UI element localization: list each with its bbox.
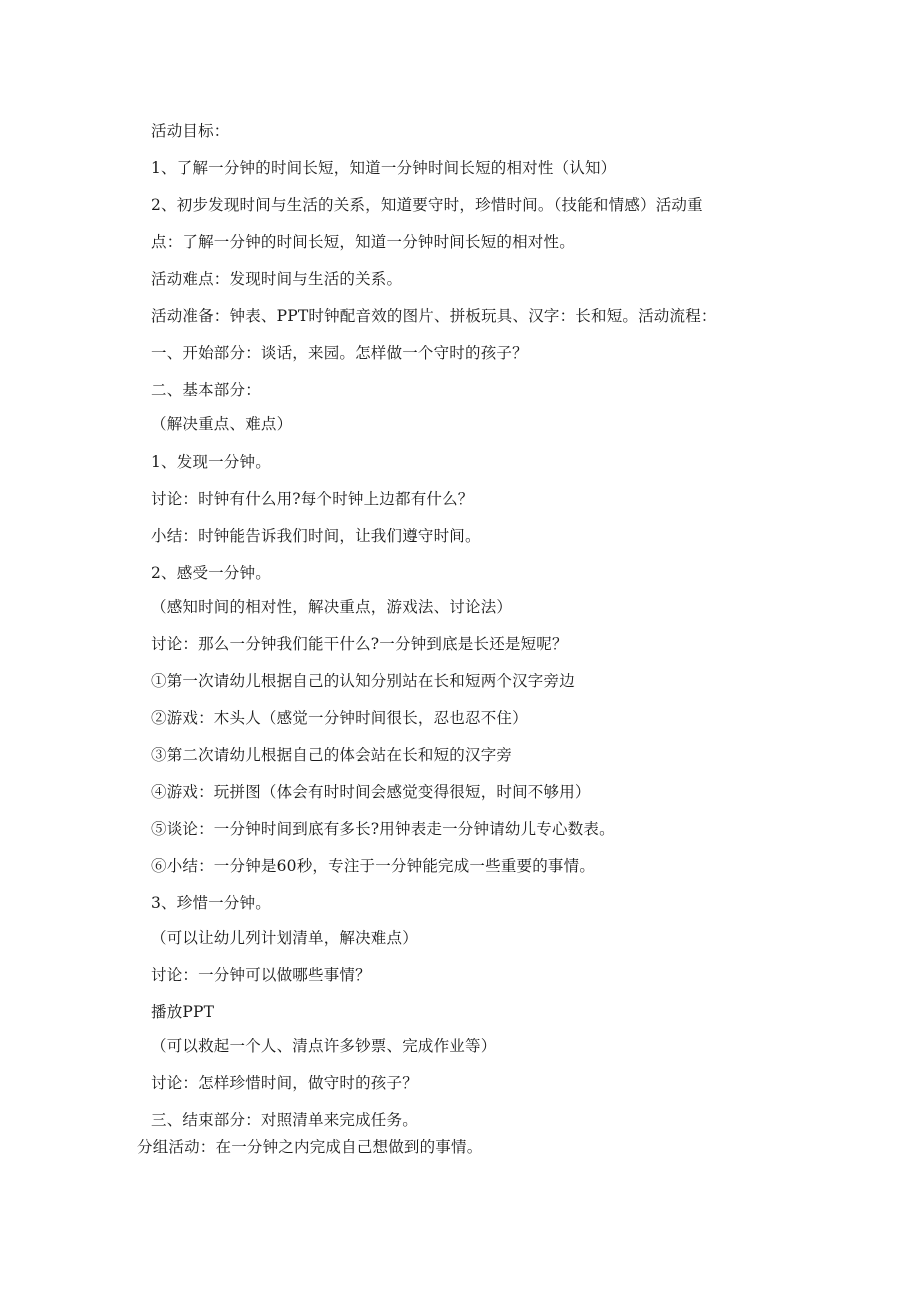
preparation-line: 活动准备：钟表、PPT时钟配音效的图片、拼板玩具、汉字：长和短。活动流程： [151,307,717,325]
step-2-item-2: ②游戏：木头人（感觉一分钟时间很长，忍也忍不住） [151,709,528,727]
step-2-item-5: ⑤谈论：一分钟时间到底有多长?用钟表走一分钟请幼儿专心数表。 [151,820,615,838]
difficulty-line: 活动难点：发现时间与生活的关系。 [151,270,403,288]
step-2-note: （感知时间的相对性，解决重点，游戏法、讨论法） [151,598,513,616]
step-2-item-1: ①第一次请幼儿根据自己的认知分别站在长和短两个汉字旁边 [151,672,575,690]
step-3-note: （可以让幼儿列计划清单，解决难点） [151,929,418,947]
part-one-heading: 一、开始部分：谈话，来园。怎样做一个守时的孩子？ [151,344,528,362]
step-3-examples: （可以救起一个人、清点许多钞票、完成作业等） [151,1037,497,1055]
goal-item-1: 1、了解一分钟的时间长短，知道一分钟时间长短的相对性（认知） [151,159,617,177]
step-2-discussion: 讨论：那么一分钟我们能干什么?一分钟到底是长还是短呢？ [151,635,568,653]
step-2-heading: 2、感受一分钟。 [151,564,271,582]
step-1-discussion: 讨论：时钟有什么用?每个时钟上边都有什么？ [151,490,474,508]
step-3-heading: 3、珍惜一分钟。 [151,894,271,912]
goal-item-2: 2、初步发现时间与生活的关系，知道要守时，珍惜时间。（技能和情感）活动重 [151,196,703,214]
group-activity-line: 分组活动：在一分钟之内完成自己想做到的事情。 [137,1138,483,1156]
step-2-item-6: ⑥小结：一分钟是60秒，专注于一分钟能完成一些重要的事情。 [151,857,596,875]
part-two-heading: 二、基本部分： [151,381,261,399]
play-ppt-line: 播放PPT [151,1003,215,1021]
step-2-item-3: ③第二次请幼儿根据自己的体会站在长和短的汉字旁 [151,746,513,764]
part-two-note: （解决重点、难点） [151,415,293,433]
section-heading-goals: 活动目标： [151,122,230,140]
step-3-discussion-2: 讨论：怎样珍惜时间，做守时的孩子？ [151,1074,418,1092]
step-2-item-4: ④游戏：玩拼图（体会有时时间会感觉变得很短，时间不够用） [151,783,591,801]
step-1-heading: 1、发现一分钟。 [151,453,271,471]
step-3-discussion: 讨论：一分钟可以做哪些事情？ [151,966,371,984]
part-three-heading: 三、结束部分：对照清单来完成任务。 [151,1111,418,1129]
key-points-line: 点：了解一分钟的时间长短，知道一分钟时间长短的相对性。 [151,233,575,251]
step-1-summary: 小结：时钟能告诉我们时间，让我们遵守时间。 [151,527,481,545]
